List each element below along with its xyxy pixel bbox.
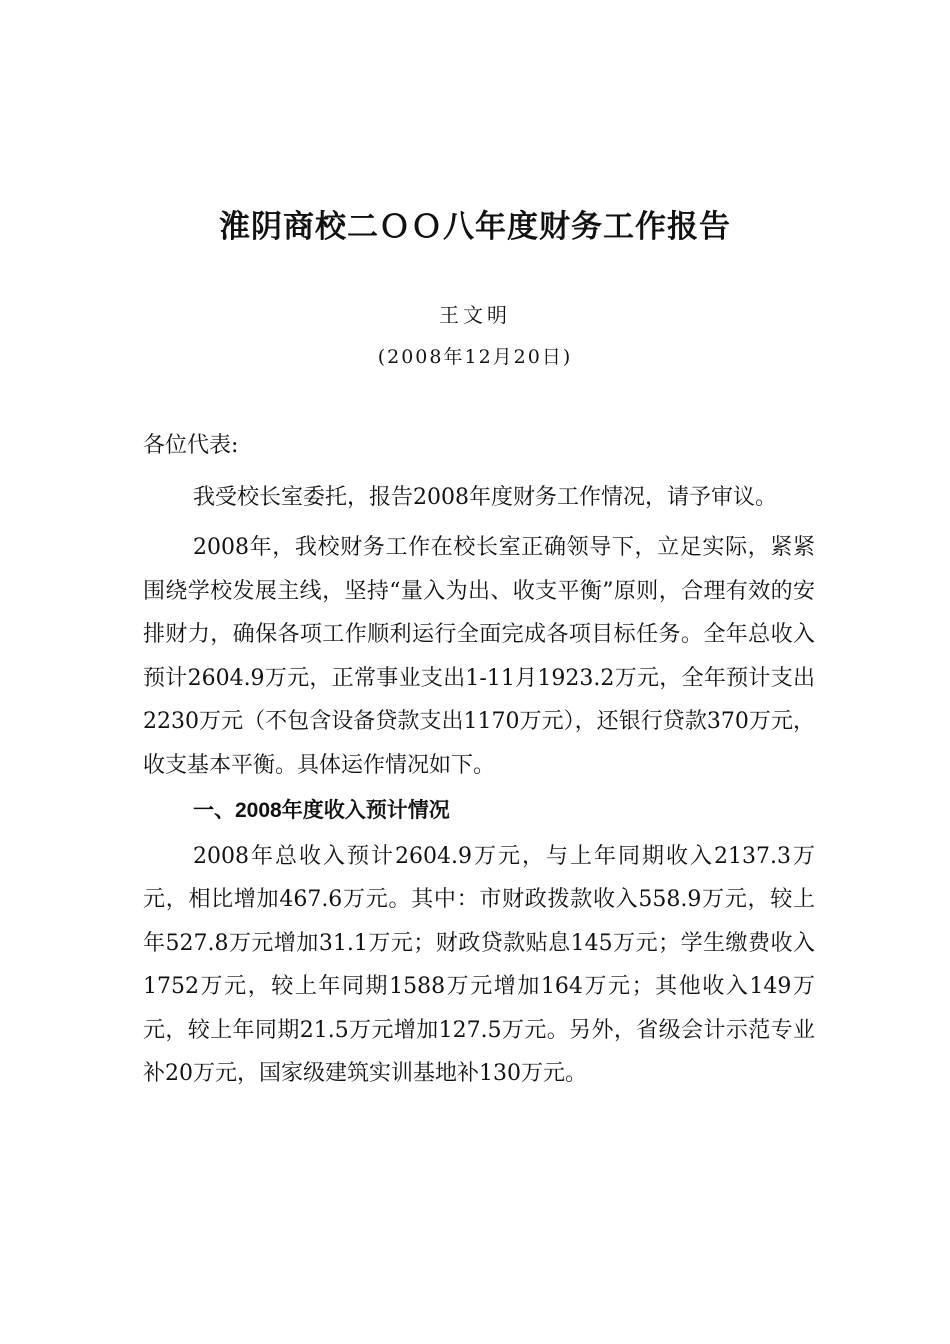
paragraph-overview: 2008年，我校财务工作在校长室正确领导下，立足实际，紧紧围绕学校发展主线，坚持“量入为出、收支平衡”原则，合理有效的安排财力，确保各项工作顺利运行全面完成各项目标任务。全年总收入预计2604.9万元，正常事业支出1-11月1923.2万元，全年预计支出2230万元（不包含设备贷款支出1170万元），还银行贷款370万元，收支基本平衡。具体运作情况如下。: [143, 535, 815, 778]
document-date: (2008年12月20日): [377, 346, 573, 368]
document-body: [143, 424, 815, 1096]
document-title: 淮阴商校二ＯＯ八年度财务工作报告: [219, 209, 731, 245]
greeting: 各位代表:: [143, 433, 239, 458]
section-heading: 一、2008年度收入预计情况: [193, 799, 450, 822]
document-author: 王文明: [439, 303, 511, 327]
paragraph-intro: 我受校长室委托，报告2008年度财务工作情况，请予审议。: [193, 484, 777, 510]
section-paragraph: 2008年总收入预计2604.9万元，与上年同期收入2137.3万元，相比增加467.6万元。其中：市财政拨款收入558.9万元，较上年527.8万元增加31.1万元；财政贷款贴息145万元；学生缴费收入1752万元，较上年同期1588万元增加164万元；其他收入149万元，较上年同期21.5万元增加127.5万元。另外，省级会计示范专业补20万元，国家级建筑实训基地补130万元。: [143, 843, 815, 1086]
